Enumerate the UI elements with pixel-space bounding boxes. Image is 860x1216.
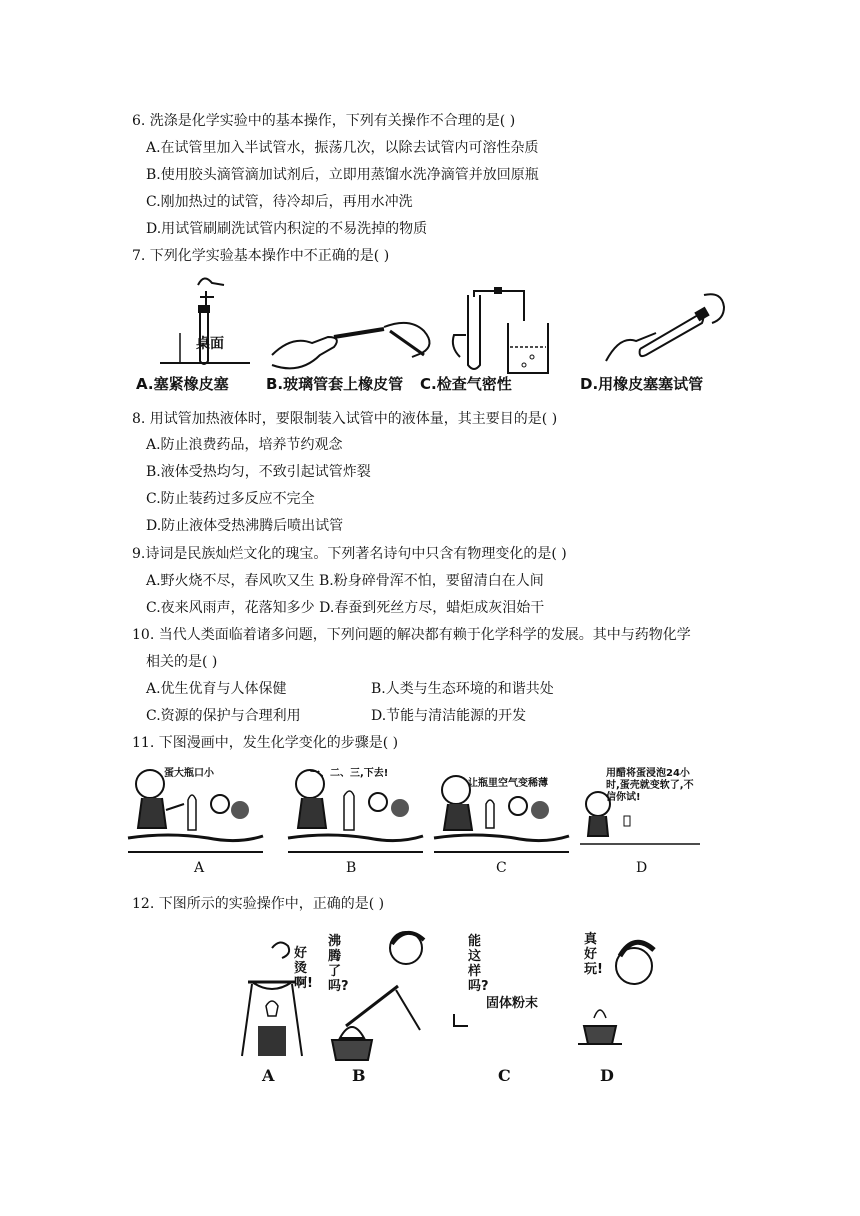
q12-label-b: B <box>352 1066 366 1085</box>
comic-b-speech: 一、二、三,下去! <box>310 768 389 779</box>
question-8-stem: 8. 用试管加热液体时，要限制装入试管中的液体量，其主要目的是( ) <box>132 411 558 427</box>
question-10-stem-cont: 相关的是( ) <box>146 654 218 670</box>
question-10-option-d: D.节能与清洁能源的开发 <box>371 708 527 724</box>
question-10-option-c: C.资源的保护与合理利用 <box>146 708 301 724</box>
illustration-a-stopper <box>150 275 270 370</box>
question-9-options-row1: A.野火烧不尽，春风吹又生 B.粉身碎骨浑不怕，要留清白在人间 <box>146 573 544 589</box>
q7-caption-a: A.塞紧橡皮塞 <box>136 375 229 393</box>
exclaim-12d: 真好玩! <box>584 932 603 977</box>
question-7-figure <box>130 275 730 395</box>
q12-label-c: C <box>498 1066 511 1085</box>
question-7-stem: 7. 下列化学实验基本操作中不正确的是( ) <box>132 248 390 264</box>
question-11-stem: 11. 下图漫画中，发生化学变化的步骤是( ) <box>132 735 399 751</box>
illustration-12c-powder <box>452 1012 492 1032</box>
desk-label: 桌面 <box>196 336 224 352</box>
question-10-option-a: A.优生优育与人体保健 <box>146 681 287 697</box>
question-9-stem: 9.诗词是民族灿烂文化的瑰宝。下列著名诗句中只含有物理变化的是( ) <box>132 546 567 562</box>
question-6-option-c: C.刚加热过的试管，待冷却后，再用水冲洗 <box>146 194 413 210</box>
exclaim-12a: 好烫啊! <box>294 946 313 991</box>
q7-caption-d: D.用橡皮塞塞试管 <box>580 375 704 393</box>
illustration-b-tube <box>270 315 440 375</box>
question-9-options-row2: C.夜来风雨声，花落知多少 D.春蚕到死丝方尽，蜡炬成灰泪始干 <box>146 600 545 616</box>
comic-label-c: C <box>496 860 507 876</box>
illustration-d-insert <box>600 291 730 381</box>
comic-label-d: D <box>636 860 648 876</box>
comic-d-speech: 用醋将蛋浸泡24小时,蛋壳就变软了,不信你试! <box>606 768 694 803</box>
q12-label-d: D <box>600 1066 614 1085</box>
question-12c-text: 能这样吗? <box>468 934 489 994</box>
question-8-option-a: A.防止浪费药品，培养节约观念 <box>146 437 343 453</box>
illustration-12b-heating <box>326 926 456 1066</box>
q7-caption-c: C.检查气密性 <box>420 375 512 393</box>
question-12-figure <box>236 926 656 1086</box>
q7-caption-b: B.玻璃管套上橡皮管 <box>266 375 404 393</box>
comic-label-b: B <box>346 860 357 876</box>
question-8-option-c: C.防止装药过多反应不完全 <box>146 491 315 507</box>
question-12-stem: 12. 下图所示的实验操作中，正确的是( ) <box>132 896 385 912</box>
question-10-option-b: B.人类与生态环境的和谐共处 <box>371 681 554 697</box>
comic-c-speech: 让瓶里空气变稀薄 <box>468 778 548 789</box>
question-6-option-b: B.使用胶头滴管滴加试剂后，立即用蒸馏水洗净滴管并放回原瓶 <box>146 167 539 183</box>
q12-label-a: A <box>262 1066 275 1085</box>
question-8-option-b: B.液体受热均匀，不致引起试管炸裂 <box>146 464 371 480</box>
label-12c-powder: 固体粉末 <box>486 996 539 1011</box>
question-12b-text: 沸腾了吗? <box>328 934 349 994</box>
question-6-stem: 6. 洗涤是化学实验中的基本操作，下列有关操作不合理的是( ) <box>132 113 516 129</box>
question-10-stem: 10. 当代人类面临着诸多问题，下列问题的解决都有赖于化学科学的发展。其中与药物化学 <box>132 627 691 643</box>
comic-a-speech: 蛋大瓶口小 <box>164 768 214 779</box>
question-6-option-a: A.在试管里加入半试管水，振荡几次，以除去试管内可溶性杂质 <box>146 140 539 156</box>
comic-label-a: A <box>194 860 205 876</box>
question-6-option-d: D.用试管刷刷洗试管内积淀的不易洗掉的物质 <box>146 221 428 237</box>
question-8-option-d: D.防止液体受热沸腾后喷出试管 <box>146 518 344 534</box>
question-11-comic <box>128 760 708 880</box>
illustration-c-airtight <box>440 287 560 387</box>
